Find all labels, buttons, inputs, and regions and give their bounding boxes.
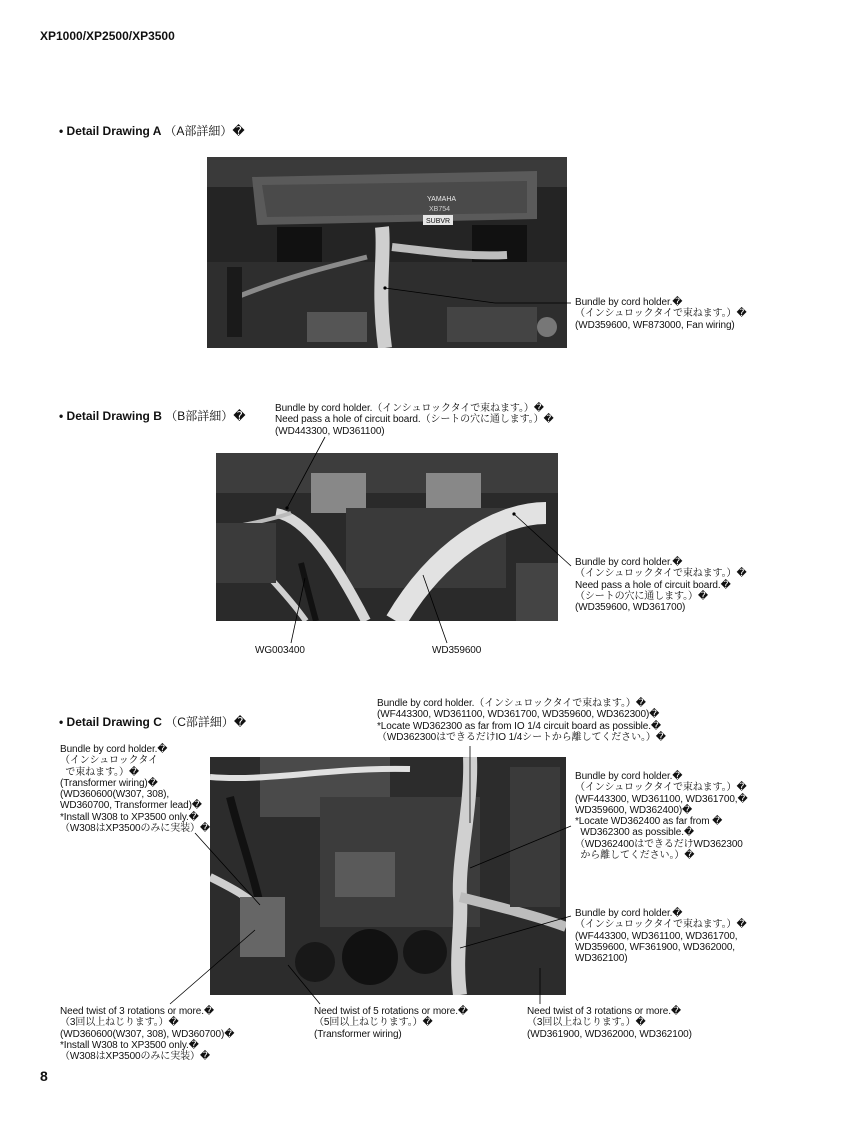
detail-drawing-c-bottom-left-note: Need twist of 3 rotations or more.� （3回以上ねじります。）� (WD360600(W307, 308), WD360700)� *Install W308 to XP3500 only.� （W308はXP3500のみに実装）� bbox=[60, 1006, 235, 1063]
detail-drawing-b-label-right: WD359600 bbox=[432, 645, 482, 656]
detail-drawing-c-bottom-right-note: Need twist of 3 rotations or more.� （3回以上ねじります。）� (WD361900, WD362000, WD362100) bbox=[527, 1006, 692, 1040]
detail-drawing-b-title-jp: （B部詳細）� bbox=[165, 409, 246, 423]
detail-drawing-a-title-jp: （A部詳細）� bbox=[164, 124, 245, 138]
detail-drawing-c-title-jp: （C部詳細）� bbox=[165, 715, 247, 729]
page-number: 8 bbox=[40, 1068, 48, 1084]
detail-drawing-c-photo bbox=[210, 757, 566, 995]
photo-a-badge-text: SUBVR bbox=[426, 218, 451, 225]
detail-drawing-c-right-note-1: Bundle by cord holder.� （インシュロックタイで束ねます。）� (WF443300, WD361100, WD361700,� WD359600, WD362400)� *Locate WD362400 as far from � WD362300 as possible.� （WD362400はできるだけWD362300 から離してください。）� bbox=[575, 771, 748, 862]
detail-drawing-b-top-note: Bundle by cord holder.（インシュロックタイで束ねます。）� Need pass a hole of circuit board.（シートの穴に通します。）� (WD443300, WD361100) bbox=[275, 403, 554, 437]
photo-a-brand-text: YAMAHA bbox=[427, 196, 457, 203]
detail-drawing-c-top-note: Bundle by cord holder.（インシュロックタイで束ねます。）� (WF443300, WD361100, WD361700, WD359600, WD362300)� *Locate WD362300 as far from IO 1/4 circuit board as possible.� （WD362300はできるだけIO 1/4シートから離してください。）� bbox=[377, 698, 666, 743]
detail-drawing-b-title bbox=[59, 407, 246, 424]
detail-drawing-c-title bbox=[59, 713, 246, 730]
detail-drawing-a-title bbox=[59, 122, 245, 139]
detail-drawing-c-left-note: Bundle by cord holder.� （インシュロックタイ で束ねます。）� (Transformer wiring)� (WD360600(W307, 308), WD360700, Transformer lead)� *Install W308 to XP3500 only.� （W308はXP3500のみに実装）� bbox=[60, 744, 211, 835]
document-header-title: XP1000/XP2500/XP3500 bbox=[40, 29, 175, 43]
detail-drawing-b-right-note: Bundle by cord holder.� （インシュロックタイで束ねます。）� Need pass a hole of circuit board.� （シートの穴に通します。）� (WD359600, WD361700) bbox=[575, 557, 747, 614]
detail-drawing-b-label-left: WG003400 bbox=[255, 645, 305, 656]
detail-drawing-b-photo bbox=[216, 453, 558, 621]
detail-drawing-c-right-note-2: Bundle by cord holder.� （インシュロックタイで束ねます。）� (WF443300, WD361100, WD361700, WD359600, WF361900, WD362000, WD362100) bbox=[575, 908, 747, 965]
detail-drawing-c-title-en: • Detail Drawing C bbox=[59, 715, 162, 729]
detail-drawing-a-note: Bundle by cord holder.� （インシュロックタイで束ねます。）� (WD359600, WF873000, Fan wiring) bbox=[575, 297, 747, 331]
photo-a-model-text: XB754 bbox=[429, 206, 451, 213]
detail-drawing-b-title-en: • Detail Drawing B bbox=[59, 409, 162, 423]
detail-drawing-a-photo bbox=[207, 157, 567, 348]
detail-drawing-c-bottom-mid-note: Need twist of 5 rotations or more.� （5回以上ねじります。）� (Transformer wiring) bbox=[314, 1006, 469, 1040]
detail-drawing-a-title-en: • Detail Drawing A bbox=[59, 124, 161, 138]
